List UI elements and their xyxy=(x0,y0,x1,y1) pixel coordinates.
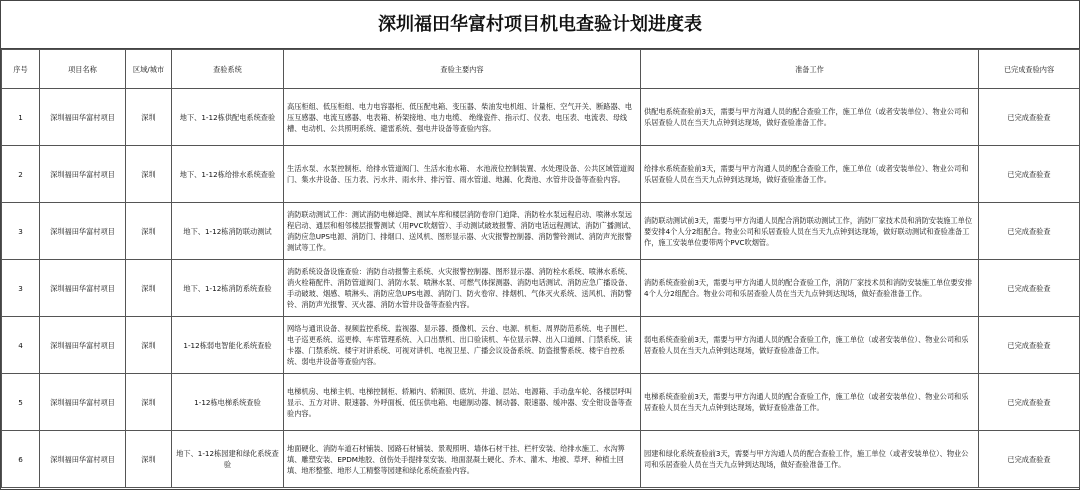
cell-no: 6 xyxy=(2,431,40,488)
cell-prep: 园建和绿化系统查验前3天，需要与甲方沟通人员的配合查验工作，施工单位（或者安装单位）、物业公司和乐居查验人员在当天九点钟到达现场，做好查验准备工作。 xyxy=(641,431,979,488)
cell-no: 3 xyxy=(2,260,40,317)
cell-done: 已完成查验查 xyxy=(979,374,1080,431)
cell-prep: 给排水系统查验前3天，需要与甲方沟通人员的配合查验工作，施工单位（或者安装单位）、物业公司和乐居查验人员在当天九点钟到达现场，做好查验准备工作。 xyxy=(641,146,979,203)
cell-project: 深圳福田华富村项目 xyxy=(40,317,126,374)
header-done: 已完成查验内容 xyxy=(979,50,1080,89)
cell-content: 高压柜组、低压柜组、电力电容器柜、低压配电箱、变压器、柴油发电机组、计量柜、空气开关、断路器、电压互感器、电流互感器、电表箱、桥架接地、电力电缆、 绝缘瓷件、指示灯、仪表、电压表、电流表、母线槽、电动机、公共照明系统、避雷系统、强电井设备等查验内容。 xyxy=(284,89,641,146)
inspection-table xyxy=(1,49,1080,488)
cell-prep: 消防系统查验前3天，需要与甲方沟通人员的配合查验工作，消防厂家技术员和消防安装施工单位要安排4个人分2组配合。物业公司和乐居查验人员在当天九点钟到达现场，做好查验准备工作。 xyxy=(641,260,979,317)
cell-done: 已完成查验查 xyxy=(979,203,1080,260)
cell-no: 2 xyxy=(2,146,40,203)
table-row xyxy=(2,431,1080,488)
cell-content: 生活水泵、水泵控制柜、给排水管道阀门、生活水池水箱、 水池液位控制装置、水处理设备、公共区域管道阀门、集水井设备、压力表、污水井、雨水井、排污管、雨水管道、地漏、化粪池、水管井设备等查验内容。 xyxy=(284,146,641,203)
cell-done: 已完成查验查 xyxy=(979,431,1080,488)
cell-project: 深圳福田华富村项目 xyxy=(40,260,126,317)
header-no: 序号 xyxy=(2,50,40,89)
cell-no: 5 xyxy=(2,374,40,431)
cell-area: 深圳 xyxy=(126,146,172,203)
table-row xyxy=(2,203,1080,260)
cell-project: 深圳福田华富村项目 xyxy=(40,203,126,260)
cell-content: 消防系统设备设施查验：消防自动报警主系统、火灾报警控制器、图形显示器、消防栓水系统、喷淋水系统、消火栓箱配件、消防管道阀门、消防水泵、喷淋水泵、可燃气体探测器、消防电话测试、消防应急广播设备、手动破玻、烟感、喷淋头、消防应急UPS电源、消防门、防火卷帘、排烟机、气体灭火系统、送风机、消防警铃、消防声光报警、灭火器、消防水管井设备等查验内容。 xyxy=(284,260,641,317)
cell-project: 深圳福田华富村项目 xyxy=(40,146,126,203)
table-row xyxy=(2,374,1080,431)
cell-system: 1-12栋电梯系统查验 xyxy=(172,374,284,431)
cell-system: 地下、1-12栋消防联动测试 xyxy=(172,203,284,260)
cell-prep: 消防联动测试前3天，需要与甲方沟通人员配合消防联动测试工作，消防厂家技术员和消防安装施工单位要安排4个人分2组配合。物业公司和乐居查验人员在当天九点钟到达现场，做好联动测试和查验准备工作，施工安装单位要带两个PVC吹烟管。 xyxy=(641,203,979,260)
cell-prep: 供配电系统查验前3天，需要与甲方沟通人员的配合查验工作，施工单位（或者安装单位）、物业公司和乐居查验人员在当天九点钟到达现场，做好查验准备工作。 xyxy=(641,89,979,146)
cell-done: 已完成查验查 xyxy=(979,146,1080,203)
cell-area: 深圳 xyxy=(126,203,172,260)
cell-content: 网络与通讯设备、视频监控系统、监视器、显示器、摄像机、云台、电源、机柜、周界防范系统、电子围栏、电子巡更系统、巡更棒、车库管理系统、入口出票机、出口验读机、车位显示牌、出入口道闸、门禁系统、读卡器、门禁系统、楼宇对讲系统、可视对讲机、电视卫星、广播会议设备系统、防盗报警系统、楼宇自控系统、弱电井设备等查验内容。 xyxy=(284,317,641,374)
cell-no: 3 xyxy=(2,203,40,260)
header-project: 项目名称 xyxy=(40,50,126,89)
cell-prep: 电梯系统查验前3天，需要与甲方沟通人员的配合查验工作，施工单位（或者安装单位）、物业公司和乐居查验人员在当天九点钟到达现场，做好查验准备工作。 xyxy=(641,374,979,431)
header-row xyxy=(2,50,1080,89)
header-content: 查验主要内容 xyxy=(284,50,641,89)
cell-area: 深圳 xyxy=(126,317,172,374)
cell-system: 地下、1-12栋供配电系统查验 xyxy=(172,89,284,146)
cell-system: 地下、1-12栋给排水系统查验 xyxy=(172,146,284,203)
cell-system: 地下、1-12栋消防系统查验 xyxy=(172,260,284,317)
cell-done: 已完成查验查 xyxy=(979,89,1080,146)
cell-area: 深圳 xyxy=(126,431,172,488)
header-system: 查验系统 xyxy=(172,50,284,89)
cell-system: 地下、1-12栋园建和绿化系统查验 xyxy=(172,431,284,488)
table-row xyxy=(2,146,1080,203)
cell-system: 1-12栋弱电智能化系统查验 xyxy=(172,317,284,374)
cell-done: 已完成查验查 xyxy=(979,317,1080,374)
header-area: 区域/城市 xyxy=(126,50,172,89)
cell-project: 深圳福田华富村项目 xyxy=(40,89,126,146)
table-row xyxy=(2,89,1080,146)
table-row xyxy=(2,260,1080,317)
table-row xyxy=(2,317,1080,374)
cell-prep: 弱电系统查验前3天，需要与甲方沟通人员的配合查验工作，施工单位（或者安装单位）、物业公司和乐居查验人员在当天九点钟到达现场，做好查验准备工作。 xyxy=(641,317,979,374)
cell-done: 已完成查验查 xyxy=(979,260,1080,317)
cell-project: 深圳福田华富村项目 xyxy=(40,431,126,488)
cell-area: 深圳 xyxy=(126,260,172,317)
cell-content: 电梯机房、电梯主机、电梯控制柜、轿厢内、轿厢顶、底坑、井道、层站、电源箱、手动盘车轮、各楼层呼叫显示、五方对讲、限速器、外呼面板、低压供电箱、电磁制动器、制动器、限速器、缓冲器、安全钳设备等查验内容。 xyxy=(284,374,641,431)
cell-project: 深圳福田华富村项目 xyxy=(40,374,126,431)
header-prep: 准备工作 xyxy=(641,50,979,89)
cell-content: 地面硬化、消防车道石材铺装、园路石材铺装、景观照明、墙体石材干挂、栏杆安装、给排水施工、水沟箅填、雕塑安装、EPDM地胶、创伤处手提排泵安装、地面混凝土硬化、乔木、灌木、地被、草坪、种植土回填、地形整整、地形人工精整等园建和绿化系统查验内容。 xyxy=(284,431,641,488)
cell-area: 深圳 xyxy=(126,374,172,431)
cell-no: 1 xyxy=(2,89,40,146)
page-title: 深圳福田华富村项目机电查验计划进度表 xyxy=(1,1,1079,49)
cell-area: 深圳 xyxy=(126,89,172,146)
cell-no: 4 xyxy=(2,317,40,374)
cell-content: 消防联动测试工作：测试消防电梯迫降、测试车库和楼层消防卷帘门迫降、消防栓水泵远程启动、喷淋水泵远程启动、通层和相邻楼层报警测试（用PVC吹烟管）、手动测试破玻报警、消防电话远程测试、消防广播测试、消防应急UPS电源、消防门、排烟口、送风机、图形显示器、火灾报警控制器、消防警铃测试、消防声光报警测试等工作。 xyxy=(284,203,641,260)
